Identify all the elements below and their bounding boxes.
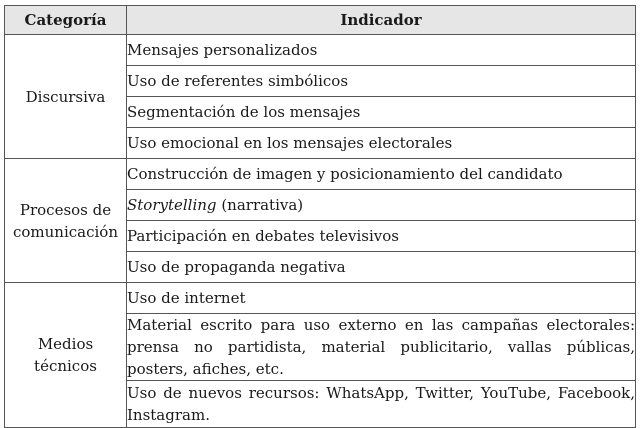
indicator-cell: Uso de nuevos recursos: WhatsApp, Twitter, YouTube, Facebook, Instagram. <box>127 381 636 428</box>
category-line: comunicación <box>12 222 118 241</box>
indicator-cell: Mensajes personalizados <box>127 35 636 66</box>
indicator-text: (narrativa) <box>216 196 304 214</box>
indicator-italic-text: Storytelling <box>127 196 217 214</box>
indicator-cell: Segmentación de los mensajes <box>127 97 636 128</box>
indicator-table <box>4 5 636 428</box>
indicator-cell: Uso de internet <box>127 283 636 314</box>
indicator-cell: Material escrito para uso externo en las campañas electorales: prensa no partidista, material publicitario, vallas públicas, posters, afiches, etc. <box>127 314 636 381</box>
indicator-cell <box>127 190 636 221</box>
table-row <box>5 283 636 314</box>
header-category: Categoría <box>5 6 127 35</box>
category-line: Procesos de <box>19 200 112 219</box>
category-cell: Discursiva <box>5 35 127 159</box>
table-row <box>5 35 636 66</box>
table-header-row <box>5 6 636 35</box>
category-cell: Medios técnicos <box>5 283 127 428</box>
indicator-cell: Uso de propaganda negativa <box>127 252 636 283</box>
header-indicator: Indicador <box>127 6 636 35</box>
indicator-cell: Construcción de imagen y posicionamiento del candidato <box>127 159 636 190</box>
indicator-cell: Uso de referentes simbólicos <box>127 66 636 97</box>
indicator-cell: Uso emocional en los mensajes electorales <box>127 128 636 159</box>
indicator-cell: Participación en debates televisivos <box>127 221 636 252</box>
table-row <box>5 159 636 190</box>
category-cell <box>5 159 127 283</box>
